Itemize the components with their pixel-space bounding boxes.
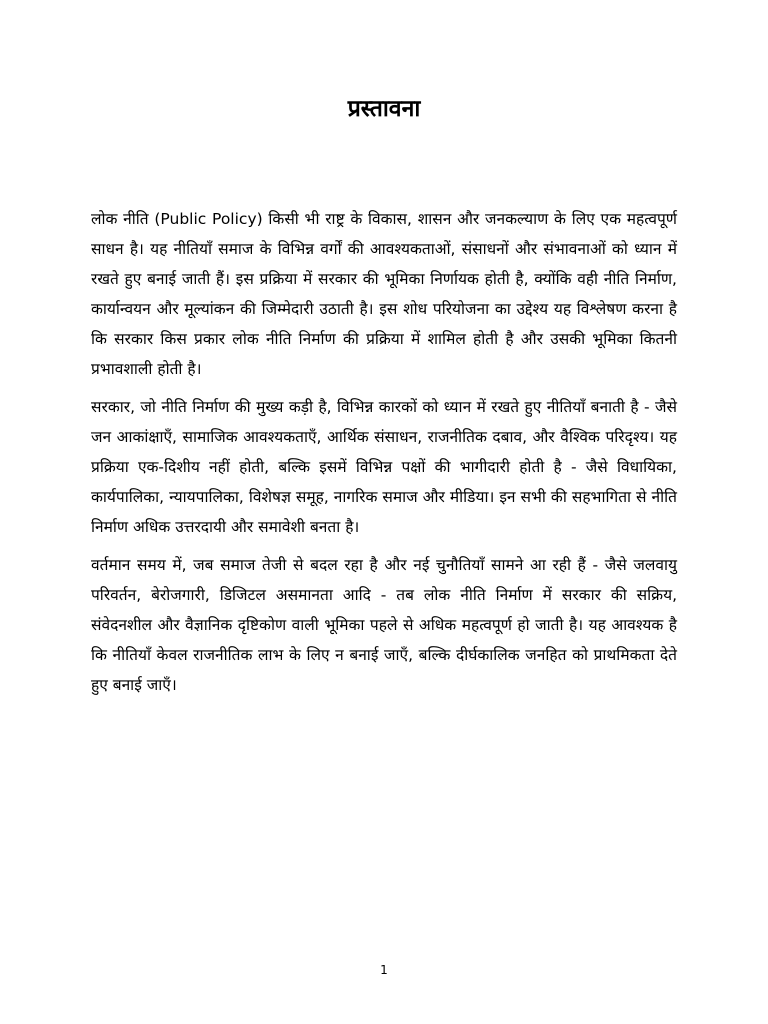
page-title: प्रस्तावना: [347, 96, 421, 122]
body-text: [91, 204, 677, 708]
page-number: 1: [380, 963, 388, 977]
paragraph-3: वर्तमान समय में, जब समाज तेजी से बदल रहा है और नई चुनौतियाँ सामने आ रही हैं - जैसे जलवायु परिवर्तन, बेरोजगारी, डिजिटल असमानता आदि - तब लोक नीति निर्माण में सरकार की सक्रिय, संवेदनशील और वैज्ञानिक दृष्टिकोण वाली भूमिका पहले से अधिक महत्वपूर्ण हो जाती है। यह आवश्यक है कि नीतियाँ केवल राजनीतिक लाभ के लिए न बनाई जाएँ, बल्कि दीर्घकालिक जनहित को प्राथमिकता देते हुए बनाई जाएँ।: [91, 556, 677, 694]
paragraph-1: लोक नीति (Public Policy) किसी भी राष्ट्र के विकास, शासन और जनकल्याण के लिए एक महत्वपूर्ण साधन है। यह नीतियाँ समाज के विभिन्न वर्गों की आवश्यकताओं, संसाधनों और संभावनाओं को ध्यान में रखते हुए बनाई जाती हैं। इस प्रक्रिया में सरकार की भूमिका निर्णायक होती है, क्योंकि वही नीति निर्माण, कार्यान्वयन और मूल्यांकन की जिम्मेदारी उठाती है। इस शोध परियोजना का उद्देश्य यह विश्लेषण करना है कि सरकार किस प्रकार लोक नीति निर्माण की प्रक्रिया में शामिल होती है और उसकी भूमिका कितनी प्रभावशाली होती है।: [91, 210, 677, 378]
paragraph-2: सरकार, जो नीति निर्माण की मुख्य कड़ी है, विभिन्न कारकों को ध्यान में रखते हुए नीतियाँ बनाती है - जैसे जन आकांक्षाएँ, सामाजिक आवश्यकताएँ, आर्थिक संसाधन, राजनीतिक दबाव, और वैश्विक परिदृश्य। यह प्रक्रिया एक-दिशीय नहीं होती, बल्कि इसमें विभिन्न पक्षों की भागीदारी होती है - जैसे विधायिका, कार्यपालिका, न्यायपालिका, विशेषज्ञ समूह, नागरिक समाज और मीडिया। इन सभी की सहभागिता से नीति निर्माण अधिक उत्तरदायी और समावेशी बनता है।: [91, 398, 677, 536]
